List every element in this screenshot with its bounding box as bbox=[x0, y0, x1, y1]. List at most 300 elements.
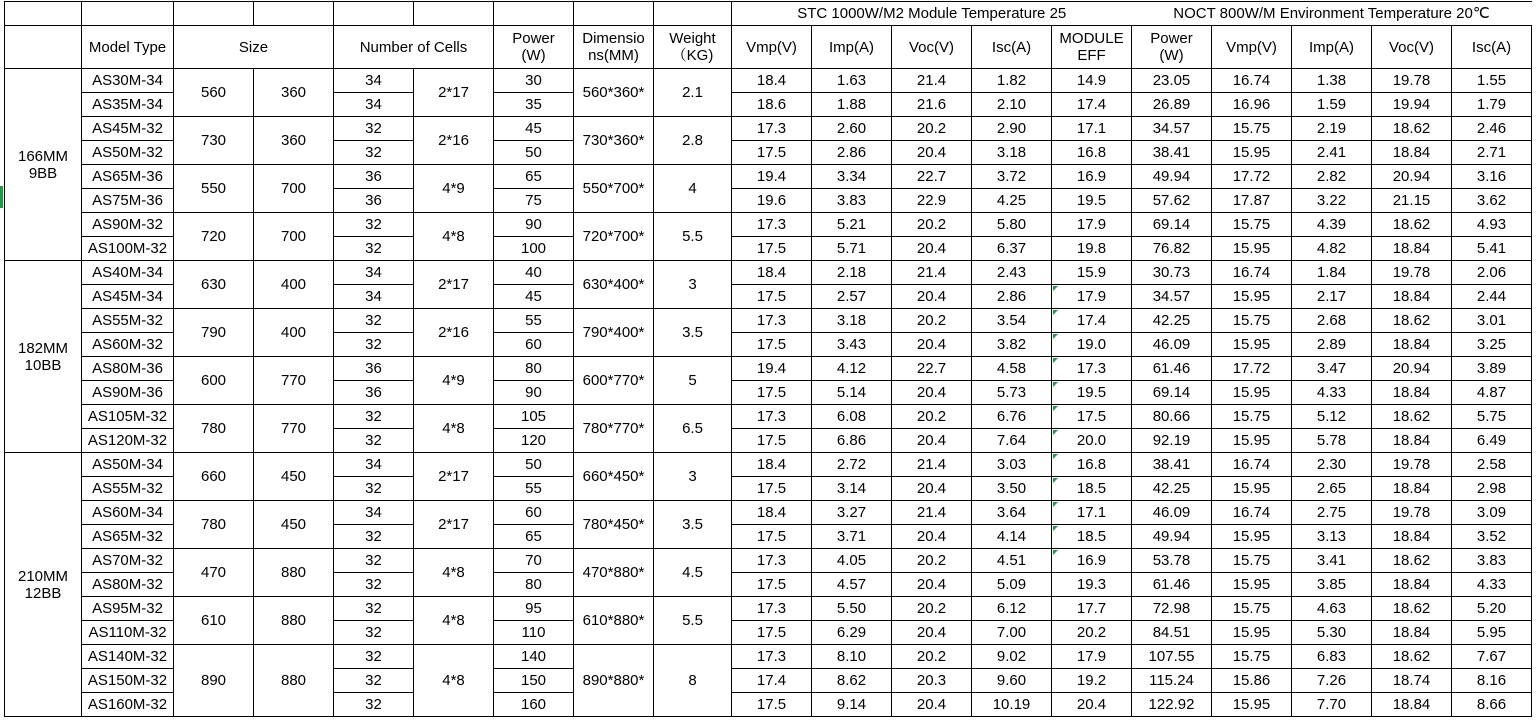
module-eff-cell[interactable]: 19.2 bbox=[1052, 669, 1132, 693]
stc-voc-cell[interactable]: 20.2 bbox=[892, 213, 972, 237]
cells-count-cell[interactable]: 32 bbox=[334, 237, 414, 261]
noct-vmp-cell[interactable]: 17.72 bbox=[1212, 165, 1292, 189]
noct-power-cell[interactable]: 23.05 bbox=[1132, 69, 1212, 93]
cells-count-cell[interactable]: 36 bbox=[334, 189, 414, 213]
stc-imp-cell[interactable]: 9.14 bbox=[812, 693, 892, 717]
cell-layout-cell[interactable]: 4*9 bbox=[414, 357, 494, 405]
stc-isc-cell[interactable]: 3.82 bbox=[972, 333, 1052, 357]
module-eff-cell[interactable]: 17.7 bbox=[1052, 597, 1132, 621]
noct-power-cell[interactable]: 30.73 bbox=[1132, 261, 1212, 285]
noct-voc-cell[interactable]: 18.62 bbox=[1372, 549, 1452, 573]
size-a-cell[interactable]: 470 bbox=[174, 549, 254, 597]
stc-vmp-cell[interactable]: 18.4 bbox=[732, 453, 812, 477]
stc-imp-cell[interactable]: 4.57 bbox=[812, 573, 892, 597]
noct-vmp-cell[interactable]: 17.87 bbox=[1212, 189, 1292, 213]
noct-isc-cell[interactable]: 4.33 bbox=[1452, 573, 1532, 597]
noct-isc-cell[interactable]: 1.55 bbox=[1452, 69, 1532, 93]
stc-vmp-cell[interactable]: 17.3 bbox=[732, 213, 812, 237]
col-noct-voc[interactable]: Voc(V) bbox=[1372, 26, 1452, 69]
weight-cell[interactable]: 2.1 bbox=[654, 69, 732, 117]
section-label[interactable] bbox=[5, 261, 82, 453]
noct-imp-cell[interactable]: 3.41 bbox=[1292, 549, 1372, 573]
cells-count-cell[interactable]: 34 bbox=[334, 453, 414, 477]
noct-voc-cell[interactable]: 19.78 bbox=[1372, 501, 1452, 525]
stc-voc-cell[interactable]: 20.4 bbox=[892, 237, 972, 261]
noct-voc-cell[interactable]: 18.84 bbox=[1372, 573, 1452, 597]
cells-count-cell[interactable]: 32 bbox=[334, 333, 414, 357]
power-cell[interactable]: 60 bbox=[494, 333, 574, 357]
dimensions-cell[interactable]: 630*400* bbox=[574, 261, 654, 309]
empty-cell[interactable] bbox=[334, 2, 414, 26]
stc-vmp-cell[interactable]: 17.5 bbox=[732, 285, 812, 309]
cells-count-cell[interactable]: 32 bbox=[334, 597, 414, 621]
stc-voc-cell[interactable]: 20.2 bbox=[892, 117, 972, 141]
stc-voc-cell[interactable]: 20.4 bbox=[892, 477, 972, 501]
dimensions-cell[interactable]: 730*360* bbox=[574, 117, 654, 165]
stc-voc-cell[interactable]: 21.4 bbox=[892, 501, 972, 525]
noct-isc-cell[interactable]: 4.87 bbox=[1452, 381, 1532, 405]
noct-isc-cell[interactable]: 3.62 bbox=[1452, 189, 1532, 213]
size-a-cell[interactable]: 610 bbox=[174, 597, 254, 645]
col-dimensions[interactable] bbox=[574, 26, 654, 69]
noct-vmp-cell[interactable]: 15.75 bbox=[1212, 645, 1292, 669]
cell-layout-cell[interactable]: 4*8 bbox=[414, 405, 494, 453]
cells-count-cell[interactable]: 34 bbox=[334, 261, 414, 285]
stc-imp-cell[interactable]: 2.57 bbox=[812, 285, 892, 309]
dimensions-cell[interactable]: 720*700* bbox=[574, 213, 654, 261]
noct-voc-cell[interactable]: 18.84 bbox=[1372, 621, 1452, 645]
stc-imp-cell[interactable]: 5.21 bbox=[812, 213, 892, 237]
col-model-type[interactable]: Model Type bbox=[82, 26, 174, 69]
size-b-cell[interactable]: 450 bbox=[254, 501, 334, 549]
stc-imp-cell[interactable]: 5.14 bbox=[812, 381, 892, 405]
noct-vmp-cell[interactable]: 15.95 bbox=[1212, 285, 1292, 309]
dimensions-cell[interactable]: 780*450* bbox=[574, 501, 654, 549]
model-cell[interactable]: AS80M-32 bbox=[82, 573, 174, 597]
stc-voc-cell[interactable]: 20.2 bbox=[892, 597, 972, 621]
noct-isc-cell[interactable]: 2.58 bbox=[1452, 453, 1532, 477]
cell-layout-cell[interactable]: 2*17 bbox=[414, 69, 494, 117]
stc-imp-cell[interactable]: 5.50 bbox=[812, 597, 892, 621]
module-eff-cell[interactable]: 17.4 bbox=[1052, 93, 1132, 117]
noct-imp-cell[interactable]: 6.83 bbox=[1292, 645, 1372, 669]
noct-vmp-cell[interactable]: 15.75 bbox=[1212, 549, 1292, 573]
noct-vmp-cell[interactable]: 16.74 bbox=[1212, 69, 1292, 93]
noct-vmp-cell[interactable]: 15.75 bbox=[1212, 117, 1292, 141]
dimensions-cell[interactable]: 660*450* bbox=[574, 453, 654, 501]
model-cell[interactable]: AS110M-32 bbox=[82, 621, 174, 645]
noct-voc-cell[interactable]: 18.84 bbox=[1372, 429, 1452, 453]
noct-power-cell[interactable]: 84.51 bbox=[1132, 621, 1212, 645]
noct-power-cell[interactable]: 42.25 bbox=[1132, 477, 1212, 501]
empty-cell[interactable] bbox=[174, 2, 254, 26]
stc-isc-cell[interactable]: 5.73 bbox=[972, 381, 1052, 405]
noct-voc-cell[interactable]: 18.84 bbox=[1372, 285, 1452, 309]
power-cell[interactable]: 75 bbox=[494, 189, 574, 213]
noct-voc-cell[interactable]: 19.78 bbox=[1372, 453, 1452, 477]
stc-imp-cell[interactable]: 6.29 bbox=[812, 621, 892, 645]
noct-voc-cell[interactable]: 18.62 bbox=[1372, 645, 1452, 669]
module-eff-cell[interactable]: 19.8 bbox=[1052, 237, 1132, 261]
stc-vmp-cell[interactable]: 17.3 bbox=[732, 117, 812, 141]
cells-count-cell[interactable]: 32 bbox=[334, 693, 414, 717]
stc-imp-cell[interactable]: 4.05 bbox=[812, 549, 892, 573]
dimensions-cell[interactable]: 790*400* bbox=[574, 309, 654, 357]
model-cell[interactable]: AS90M-36 bbox=[82, 381, 174, 405]
noct-isc-cell[interactable]: 3.09 bbox=[1452, 501, 1532, 525]
cell-layout-cell[interactable]: 2*17 bbox=[414, 261, 494, 309]
model-cell[interactable]: AS95M-32 bbox=[82, 597, 174, 621]
size-b-cell[interactable]: 880 bbox=[254, 549, 334, 597]
model-cell[interactable]: AS60M-32 bbox=[82, 333, 174, 357]
noct-vmp-cell[interactable]: 15.95 bbox=[1212, 237, 1292, 261]
noct-vmp-cell[interactable]: 15.95 bbox=[1212, 525, 1292, 549]
noct-voc-cell[interactable]: 19.94 bbox=[1372, 93, 1452, 117]
weight-cell[interactable]: 4.5 bbox=[654, 549, 732, 597]
model-cell[interactable]: AS80M-36 bbox=[82, 357, 174, 381]
noct-vmp-cell[interactable]: 15.95 bbox=[1212, 477, 1292, 501]
stc-isc-cell[interactable]: 6.37 bbox=[972, 237, 1052, 261]
cells-count-cell[interactable]: 32 bbox=[334, 405, 414, 429]
col-stc-imp[interactable]: Imp(A) bbox=[812, 26, 892, 69]
noct-vmp-cell[interactable]: 15.75 bbox=[1212, 309, 1292, 333]
stc-voc-cell[interactable]: 20.3 bbox=[892, 669, 972, 693]
noct-power-cell[interactable]: 115.24 bbox=[1132, 669, 1212, 693]
stc-voc-cell[interactable]: 20.4 bbox=[892, 285, 972, 309]
noct-vmp-cell[interactable]: 15.95 bbox=[1212, 141, 1292, 165]
noct-isc-cell[interactable]: 2.44 bbox=[1452, 285, 1532, 309]
stc-isc-cell[interactable]: 6.12 bbox=[972, 597, 1052, 621]
cells-count-cell[interactable]: 32 bbox=[334, 621, 414, 645]
module-eff-cell[interactable]: 16.9 bbox=[1052, 165, 1132, 189]
power-cell[interactable]: 55 bbox=[494, 477, 574, 501]
col-stc-voc[interactable]: Voc(V) bbox=[892, 26, 972, 69]
noct-voc-cell[interactable]: 18.62 bbox=[1372, 117, 1452, 141]
module-eff-cell[interactable]: 17.3 bbox=[1052, 357, 1132, 381]
module-eff-cell[interactable]: 20.4 bbox=[1052, 693, 1132, 717]
stc-voc-cell[interactable]: 20.4 bbox=[892, 525, 972, 549]
stc-isc-cell[interactable]: 3.64 bbox=[972, 501, 1052, 525]
size-b-cell[interactable]: 450 bbox=[254, 453, 334, 501]
stc-vmp-cell[interactable]: 17.5 bbox=[732, 525, 812, 549]
model-cell[interactable]: AS50M-32 bbox=[82, 141, 174, 165]
module-eff-cell[interactable]: 15.9 bbox=[1052, 261, 1132, 285]
noct-power-cell[interactable]: 107.55 bbox=[1132, 645, 1212, 669]
noct-voc-cell[interactable]: 18.62 bbox=[1372, 405, 1452, 429]
cells-count-cell[interactable]: 36 bbox=[334, 381, 414, 405]
cells-count-cell[interactable]: 34 bbox=[334, 69, 414, 93]
section-label[interactable] bbox=[5, 453, 82, 717]
stc-vmp-cell[interactable]: 18.4 bbox=[732, 69, 812, 93]
stc-vmp-cell[interactable]: 17.5 bbox=[732, 573, 812, 597]
noct-isc-cell[interactable]: 3.25 bbox=[1452, 333, 1532, 357]
stc-voc-cell[interactable]: 20.4 bbox=[892, 141, 972, 165]
weight-cell[interactable]: 5 bbox=[654, 357, 732, 405]
stc-vmp-cell[interactable]: 17.5 bbox=[732, 693, 812, 717]
noct-vmp-cell[interactable]: 15.75 bbox=[1212, 213, 1292, 237]
stc-isc-cell[interactable]: 5.80 bbox=[972, 213, 1052, 237]
stc-vmp-cell[interactable]: 17.3 bbox=[732, 645, 812, 669]
stc-imp-cell[interactable]: 6.86 bbox=[812, 429, 892, 453]
power-cell[interactable]: 50 bbox=[494, 141, 574, 165]
model-cell[interactable]: AS90M-32 bbox=[82, 213, 174, 237]
size-b-cell[interactable]: 880 bbox=[254, 597, 334, 645]
noct-imp-cell[interactable]: 3.85 bbox=[1292, 573, 1372, 597]
module-eff-cell[interactable]: 20.0 bbox=[1052, 429, 1132, 453]
weight-cell[interactable]: 3 bbox=[654, 453, 732, 501]
noct-power-cell[interactable]: 42.25 bbox=[1132, 309, 1212, 333]
weight-cell[interactable]: 5.5 bbox=[654, 597, 732, 645]
stc-voc-cell[interactable]: 20.4 bbox=[892, 333, 972, 357]
stc-isc-cell[interactable]: 2.86 bbox=[972, 285, 1052, 309]
noct-power-cell[interactable]: 76.82 bbox=[1132, 237, 1212, 261]
col-weight[interactable] bbox=[654, 26, 732, 69]
noct-isc-cell[interactable]: 2.98 bbox=[1452, 477, 1532, 501]
weight-cell[interactable]: 5.5 bbox=[654, 213, 732, 261]
noct-imp-cell[interactable]: 2.30 bbox=[1292, 453, 1372, 477]
noct-imp-cell[interactable]: 2.89 bbox=[1292, 333, 1372, 357]
stc-voc-cell[interactable]: 20.4 bbox=[892, 621, 972, 645]
noct-voc-cell[interactable]: 18.74 bbox=[1372, 669, 1452, 693]
stc-imp-cell[interactable]: 2.18 bbox=[812, 261, 892, 285]
model-cell[interactable]: AS55M-32 bbox=[82, 309, 174, 333]
model-cell[interactable]: AS50M-34 bbox=[82, 453, 174, 477]
noct-vmp-cell[interactable]: 16.74 bbox=[1212, 453, 1292, 477]
size-a-cell[interactable]: 780 bbox=[174, 405, 254, 453]
noct-imp-cell[interactable]: 4.39 bbox=[1292, 213, 1372, 237]
cell-layout-cell[interactable]: 4*9 bbox=[414, 165, 494, 213]
noct-power-cell[interactable]: 49.94 bbox=[1132, 165, 1212, 189]
module-eff-cell[interactable]: 17.9 bbox=[1052, 213, 1132, 237]
noct-voc-cell[interactable]: 18.84 bbox=[1372, 141, 1452, 165]
stc-imp-cell[interactable]: 4.12 bbox=[812, 357, 892, 381]
cell-layout-cell[interactable]: 2*16 bbox=[414, 309, 494, 357]
size-a-cell[interactable]: 720 bbox=[174, 213, 254, 261]
dimensions-cell[interactable]: 610*880* bbox=[574, 597, 654, 645]
stc-voc-cell[interactable]: 20.4 bbox=[892, 693, 972, 717]
corner-cell[interactable] bbox=[5, 2, 82, 26]
noct-imp-cell[interactable]: 7.70 bbox=[1292, 693, 1372, 717]
cell-layout-cell[interactable]: 4*8 bbox=[414, 213, 494, 261]
noct-vmp-cell[interactable]: 15.95 bbox=[1212, 573, 1292, 597]
stc-isc-cell[interactable]: 4.58 bbox=[972, 357, 1052, 381]
noct-power-cell[interactable]: 34.57 bbox=[1132, 117, 1212, 141]
stc-imp-cell[interactable]: 6.08 bbox=[812, 405, 892, 429]
cell-layout-cell[interactable]: 4*8 bbox=[414, 645, 494, 717]
stc-voc-cell[interactable]: 21.6 bbox=[892, 93, 972, 117]
model-cell[interactable]: AS150M-32 bbox=[82, 669, 174, 693]
noct-imp-cell[interactable]: 4.63 bbox=[1292, 597, 1372, 621]
cells-count-cell[interactable]: 32 bbox=[334, 429, 414, 453]
size-b-cell[interactable]: 770 bbox=[254, 405, 334, 453]
power-cell[interactable]: 65 bbox=[494, 525, 574, 549]
col-size[interactable]: Size bbox=[174, 26, 334, 69]
stc-voc-cell[interactable]: 21.4 bbox=[892, 453, 972, 477]
col-noct-isc[interactable]: Isc(A) bbox=[1452, 26, 1532, 69]
noct-power-cell[interactable]: 72.98 bbox=[1132, 597, 1212, 621]
stc-isc-cell[interactable]: 7.00 bbox=[972, 621, 1052, 645]
noct-power-cell[interactable]: 57.62 bbox=[1132, 189, 1212, 213]
size-b-cell[interactable]: 880 bbox=[254, 645, 334, 717]
power-cell[interactable]: 105 bbox=[494, 405, 574, 429]
noct-vmp-cell[interactable]: 16.74 bbox=[1212, 501, 1292, 525]
stc-voc-cell[interactable]: 21.4 bbox=[892, 69, 972, 93]
power-cell[interactable]: 80 bbox=[494, 357, 574, 381]
stc-imp-cell[interactable]: 3.18 bbox=[812, 309, 892, 333]
noct-vmp-cell[interactable]: 16.74 bbox=[1212, 261, 1292, 285]
noct-power-cell[interactable]: 38.41 bbox=[1132, 453, 1212, 477]
module-eff-cell[interactable]: 14.9 bbox=[1052, 69, 1132, 93]
col-module-eff[interactable] bbox=[1052, 26, 1132, 69]
noct-isc-cell[interactable]: 5.95 bbox=[1452, 621, 1532, 645]
noct-isc-cell[interactable]: 3.89 bbox=[1452, 357, 1532, 381]
stc-imp-cell[interactable]: 2.60 bbox=[812, 117, 892, 141]
stc-imp-cell[interactable]: 3.27 bbox=[812, 501, 892, 525]
stc-imp-cell[interactable]: 2.72 bbox=[812, 453, 892, 477]
noct-isc-cell[interactable]: 5.41 bbox=[1452, 237, 1532, 261]
cell-layout-cell[interactable]: 4*8 bbox=[414, 597, 494, 645]
noct-isc-cell[interactable]: 7.67 bbox=[1452, 645, 1532, 669]
stc-vmp-cell[interactable]: 19.4 bbox=[732, 357, 812, 381]
noct-imp-cell[interactable]: 2.82 bbox=[1292, 165, 1372, 189]
size-b-cell[interactable]: 700 bbox=[254, 213, 334, 261]
noct-imp-cell[interactable]: 5.78 bbox=[1292, 429, 1372, 453]
module-eff-cell[interactable]: 18.5 bbox=[1052, 477, 1132, 501]
noct-vmp-cell[interactable]: 15.95 bbox=[1212, 693, 1292, 717]
stc-isc-cell[interactable]: 4.14 bbox=[972, 525, 1052, 549]
power-cell[interactable]: 55 bbox=[494, 309, 574, 333]
stc-imp-cell[interactable]: 1.88 bbox=[812, 93, 892, 117]
power-cell[interactable]: 65 bbox=[494, 165, 574, 189]
size-b-cell[interactable]: 770 bbox=[254, 357, 334, 405]
empty-cell[interactable] bbox=[254, 2, 334, 26]
noct-power-cell[interactable]: 49.94 bbox=[1132, 525, 1212, 549]
module-eff-cell[interactable]: 17.9 bbox=[1052, 645, 1132, 669]
noct-isc-cell[interactable]: 3.52 bbox=[1452, 525, 1532, 549]
noct-power-cell[interactable]: 38.41 bbox=[1132, 141, 1212, 165]
cells-count-cell[interactable]: 34 bbox=[334, 285, 414, 309]
weight-cell[interactable]: 4 bbox=[654, 165, 732, 213]
noct-vmp-cell[interactable]: 15.95 bbox=[1212, 333, 1292, 357]
noct-vmp-cell[interactable]: 15.95 bbox=[1212, 381, 1292, 405]
stc-isc-cell[interactable]: 2.43 bbox=[972, 261, 1052, 285]
stc-isc-cell[interactable]: 1.82 bbox=[972, 69, 1052, 93]
stc-vmp-cell[interactable]: 19.4 bbox=[732, 165, 812, 189]
col-noct-vmp[interactable]: Vmp(V) bbox=[1212, 26, 1292, 69]
model-cell[interactable]: AS105M-32 bbox=[82, 405, 174, 429]
stc-vmp-cell[interactable]: 17.3 bbox=[732, 309, 812, 333]
weight-cell[interactable]: 6.5 bbox=[654, 405, 732, 453]
noct-title[interactable]: NOCT 800W/M Environment Temperature 20℃ bbox=[1132, 2, 1532, 26]
model-cell[interactable]: AS140M-32 bbox=[82, 645, 174, 669]
stc-voc-cell[interactable]: 20.2 bbox=[892, 309, 972, 333]
noct-power-cell[interactable]: 80.66 bbox=[1132, 405, 1212, 429]
stc-vmp-cell[interactable]: 17.3 bbox=[732, 549, 812, 573]
dimensions-cell[interactable]: 470*880* bbox=[574, 549, 654, 597]
size-a-cell[interactable]: 730 bbox=[174, 117, 254, 165]
noct-isc-cell[interactable]: 1.79 bbox=[1452, 93, 1532, 117]
stc-vmp-cell[interactable]: 18.4 bbox=[732, 501, 812, 525]
stc-vmp-cell[interactable]: 17.5 bbox=[732, 333, 812, 357]
stc-isc-cell[interactable]: 7.64 bbox=[972, 429, 1052, 453]
noct-imp-cell[interactable]: 2.68 bbox=[1292, 309, 1372, 333]
empty-cell[interactable] bbox=[574, 2, 654, 26]
noct-voc-cell[interactable]: 18.84 bbox=[1372, 381, 1452, 405]
col-stc-vmp[interactable]: Vmp(V) bbox=[732, 26, 812, 69]
module-eff-cell[interactable]: 17.5 bbox=[1052, 405, 1132, 429]
power-cell[interactable]: 70 bbox=[494, 549, 574, 573]
cell-layout-cell[interactable]: 2*16 bbox=[414, 117, 494, 165]
empty-cell[interactable] bbox=[5, 26, 82, 69]
noct-voc-cell[interactable]: 20.94 bbox=[1372, 165, 1452, 189]
model-cell[interactable]: AS100M-32 bbox=[82, 237, 174, 261]
empty-cell[interactable] bbox=[654, 2, 732, 26]
noct-imp-cell[interactable]: 2.19 bbox=[1292, 117, 1372, 141]
stc-vmp-cell[interactable]: 17.5 bbox=[732, 381, 812, 405]
stc-imp-cell[interactable]: 5.71 bbox=[812, 237, 892, 261]
stc-vmp-cell[interactable]: 17.5 bbox=[732, 477, 812, 501]
stc-isc-cell[interactable]: 9.02 bbox=[972, 645, 1052, 669]
power-cell[interactable]: 45 bbox=[494, 117, 574, 141]
cells-count-cell[interactable]: 32 bbox=[334, 309, 414, 333]
stc-imp-cell[interactable]: 2.86 bbox=[812, 141, 892, 165]
cells-count-cell[interactable]: 32 bbox=[334, 117, 414, 141]
model-cell[interactable]: AS45M-34 bbox=[82, 285, 174, 309]
noct-imp-cell[interactable]: 2.17 bbox=[1292, 285, 1372, 309]
size-a-cell[interactable]: 890 bbox=[174, 645, 254, 717]
stc-isc-cell[interactable]: 9.60 bbox=[972, 669, 1052, 693]
size-a-cell[interactable]: 780 bbox=[174, 501, 254, 549]
noct-voc-cell[interactable]: 21.15 bbox=[1372, 189, 1452, 213]
stc-isc-cell[interactable]: 5.09 bbox=[972, 573, 1052, 597]
noct-imp-cell[interactable]: 3.13 bbox=[1292, 525, 1372, 549]
model-cell[interactable]: AS60M-34 bbox=[82, 501, 174, 525]
noct-power-cell[interactable]: 53.78 bbox=[1132, 549, 1212, 573]
noct-imp-cell[interactable]: 4.82 bbox=[1292, 237, 1372, 261]
module-eff-cell[interactable]: 17.4 bbox=[1052, 309, 1132, 333]
module-eff-cell[interactable]: 16.8 bbox=[1052, 141, 1132, 165]
module-eff-cell[interactable]: 17.1 bbox=[1052, 117, 1132, 141]
model-cell[interactable]: AS160M-32 bbox=[82, 693, 174, 717]
module-eff-cell[interactable]: 19.0 bbox=[1052, 333, 1132, 357]
noct-voc-cell[interactable]: 18.84 bbox=[1372, 693, 1452, 717]
col-noct-power[interactable] bbox=[1132, 26, 1212, 69]
noct-imp-cell[interactable]: 1.59 bbox=[1292, 93, 1372, 117]
stc-isc-cell[interactable]: 3.03 bbox=[972, 453, 1052, 477]
noct-vmp-cell[interactable]: 15.75 bbox=[1212, 405, 1292, 429]
noct-isc-cell[interactable]: 3.01 bbox=[1452, 309, 1532, 333]
cell-layout-cell[interactable]: 2*17 bbox=[414, 453, 494, 501]
stc-imp-cell[interactable]: 1.63 bbox=[812, 69, 892, 93]
stc-isc-cell[interactable]: 10.19 bbox=[972, 693, 1052, 717]
noct-vmp-cell[interactable]: 15.95 bbox=[1212, 429, 1292, 453]
stc-vmp-cell[interactable]: 17.5 bbox=[732, 141, 812, 165]
stc-vmp-cell[interactable]: 17.5 bbox=[732, 237, 812, 261]
noct-isc-cell[interactable]: 3.83 bbox=[1452, 549, 1532, 573]
noct-power-cell[interactable]: 69.14 bbox=[1132, 213, 1212, 237]
module-eff-cell[interactable]: 19.3 bbox=[1052, 573, 1132, 597]
power-cell[interactable]: 110 bbox=[494, 621, 574, 645]
power-cell[interactable]: 100 bbox=[494, 237, 574, 261]
noct-voc-cell[interactable]: 18.84 bbox=[1372, 333, 1452, 357]
stc-voc-cell[interactable]: 20.4 bbox=[892, 429, 972, 453]
stc-voc-cell[interactable]: 20.2 bbox=[892, 549, 972, 573]
power-cell[interactable]: 90 bbox=[494, 213, 574, 237]
stc-voc-cell[interactable]: 20.2 bbox=[892, 645, 972, 669]
noct-vmp-cell[interactable]: 15.86 bbox=[1212, 669, 1292, 693]
noct-isc-cell[interactable]: 5.20 bbox=[1452, 597, 1532, 621]
noct-voc-cell[interactable]: 20.94 bbox=[1372, 357, 1452, 381]
